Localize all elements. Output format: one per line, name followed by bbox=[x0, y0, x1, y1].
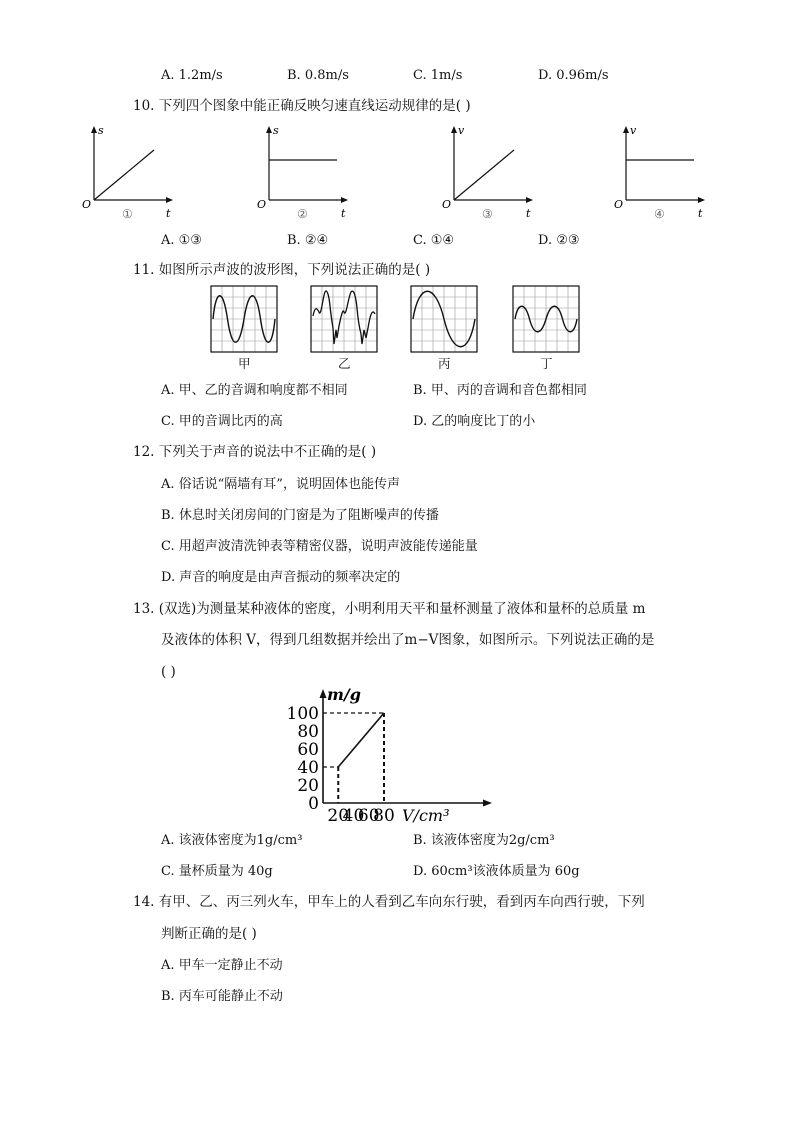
q12-option-d[interactable]: D. 声音的响度是由声音振动的频率决定的 bbox=[161, 570, 401, 585]
q9-option-b[interactable]: B. 0.8m/s bbox=[287, 68, 349, 83]
q11-option-c[interactable]: C. 甲的音调比丙的高 bbox=[161, 414, 283, 429]
x-axis-arrow bbox=[341, 197, 348, 203]
q14-stem-line2: 判断正确的是( ) bbox=[161, 926, 257, 942]
graph-number: ④ bbox=[654, 207, 665, 221]
x-axis-label: t bbox=[341, 207, 346, 220]
x-tick-label: 20 bbox=[327, 806, 350, 826]
y-axis-arrow bbox=[451, 126, 457, 133]
q14-option-b[interactable]: B. 丙车可能静止不动 bbox=[161, 989, 283, 1004]
motion-line bbox=[454, 150, 514, 200]
q13-option-b[interactable]: B. 该液体密度为2g/cm³ bbox=[413, 833, 555, 848]
origin-label: O bbox=[257, 198, 267, 211]
graph-number: ③ bbox=[482, 207, 493, 221]
q13-option-a[interactable]: A. 该液体密度为1g/cm³ bbox=[161, 833, 303, 848]
y-tick-label: 80 bbox=[297, 722, 319, 742]
x-axis-arrow bbox=[166, 197, 173, 203]
x-axis-arrow bbox=[698, 197, 705, 203]
q12-option-b[interactable]: B. 休息时关闭房间的门窗是为了阻断噪声的传播 bbox=[161, 508, 439, 523]
wave-label-ding: 丁 bbox=[540, 356, 553, 371]
q10-option-b[interactable]: B. ②④ bbox=[287, 233, 329, 248]
q9-option-d[interactable]: D. 0.96m/s bbox=[538, 68, 609, 83]
x-axis-arrow bbox=[526, 197, 533, 203]
y-axis-label: s bbox=[98, 124, 104, 137]
graph-number: ② bbox=[297, 207, 308, 221]
q13-option-c[interactable]: C. 量杯质量为 40g bbox=[161, 864, 273, 879]
motion-graph-1 bbox=[80, 120, 190, 220]
q11-option-b[interactable]: B. 甲、丙的音调和音色都相同 bbox=[413, 383, 587, 398]
q9-option-c[interactable]: C. 1m/s bbox=[413, 68, 463, 83]
x-axis-title: V/cm³ bbox=[402, 806, 450, 825]
y-axis-label: v bbox=[458, 124, 465, 137]
waveform-bing bbox=[411, 286, 477, 352]
x-tick-label: 80 bbox=[373, 806, 395, 826]
q14-stem-line1: 14. 有甲、乙、丙三列火车，甲车上的人看到乙车向东行驶，看到丙车向西行驶，下列 bbox=[133, 894, 645, 910]
motion-graph-3 bbox=[440, 120, 550, 220]
wave-label-yi: 乙 bbox=[338, 356, 351, 371]
q12-option-a[interactable]: A. 俗话说“隔墙有耳”，说明固体也能传声 bbox=[161, 477, 400, 492]
q11-option-a[interactable]: A. 甲、乙的音调和响度都不相同 bbox=[161, 383, 348, 398]
y-axis-arrow bbox=[266, 126, 272, 133]
q10-stem: 10. 下列四个图象中能正确反映匀速直线运动规律的是( ) bbox=[133, 98, 471, 114]
q10-option-c[interactable]: C. ①④ bbox=[413, 233, 455, 248]
waveform-yi bbox=[311, 286, 377, 352]
mv-chart bbox=[285, 686, 510, 826]
q13-stem-line1: 13. (双选)为测量某种液体的密度，小明利用天平和量杯测量了液体和量杯的总质量 m bbox=[133, 601, 646, 617]
graph-number: ① bbox=[122, 207, 133, 221]
q14-option-a[interactable]: A. 甲车一定静止不动 bbox=[161, 958, 283, 973]
wave-label-jia: 甲 bbox=[238, 356, 251, 371]
x-axis-label: t bbox=[698, 207, 703, 220]
y-tick-label: 100 bbox=[286, 704, 319, 724]
q11-stem: 11. 如图所示声波的波形图，下列说法正确的是( ) bbox=[133, 262, 431, 278]
y-axis-arrow bbox=[623, 126, 629, 133]
y-axis-title: m/g bbox=[327, 685, 361, 704]
y-tick-label: 40 bbox=[297, 758, 319, 778]
origin-label: O bbox=[442, 198, 452, 211]
q13-stem-line2: 及液体的体积 V，得到几组数据并绘出了m−V图象，如图所示。下列说法正确的是 bbox=[161, 632, 655, 648]
y-tick-label: 60 bbox=[297, 740, 319, 760]
origin-label: O bbox=[82, 198, 92, 211]
waveform-ding bbox=[513, 286, 579, 352]
y-tick-label: 0 bbox=[308, 794, 319, 814]
data-line bbox=[338, 713, 384, 767]
q12-stem: 12. 下列关于声音的说法中不正确的是( ) bbox=[133, 444, 377, 460]
q10-option-d[interactable]: D. ②③ bbox=[538, 233, 580, 248]
motion-graph-4 bbox=[612, 120, 722, 220]
wave-label-bing: 丙 bbox=[438, 356, 451, 371]
waveform-jia bbox=[211, 286, 277, 352]
q13-option-d[interactable]: D. 60cm³该液体质量为 60g bbox=[413, 864, 580, 879]
x-axis-label: t bbox=[166, 207, 171, 220]
y-axis-arrow bbox=[320, 689, 327, 698]
x-tick-label: 60 bbox=[357, 806, 380, 826]
y-axis-label: s bbox=[273, 124, 279, 137]
motion-line bbox=[94, 150, 154, 200]
q12-option-c[interactable]: C. 用超声波清洗钟表等精密仪器，说明声波能传递能量 bbox=[161, 539, 478, 554]
y-axis-arrow bbox=[91, 126, 97, 133]
q13-stem-line3: ( ) bbox=[161, 664, 176, 680]
motion-graph-2 bbox=[255, 120, 365, 220]
x-axis-label: t bbox=[526, 207, 531, 220]
y-axis-label: v bbox=[630, 124, 637, 137]
x-tick-label: 40 bbox=[342, 806, 365, 826]
q9-option-a[interactable]: A. 1.2m/s bbox=[161, 68, 223, 83]
q10-option-a[interactable]: A. ①③ bbox=[161, 233, 202, 248]
q11-option-d[interactable]: D. 乙的响度比丁的小 bbox=[413, 414, 536, 429]
x-axis-arrow bbox=[483, 800, 492, 807]
y-tick-label: 20 bbox=[297, 776, 319, 796]
origin-label: O bbox=[614, 198, 624, 211]
